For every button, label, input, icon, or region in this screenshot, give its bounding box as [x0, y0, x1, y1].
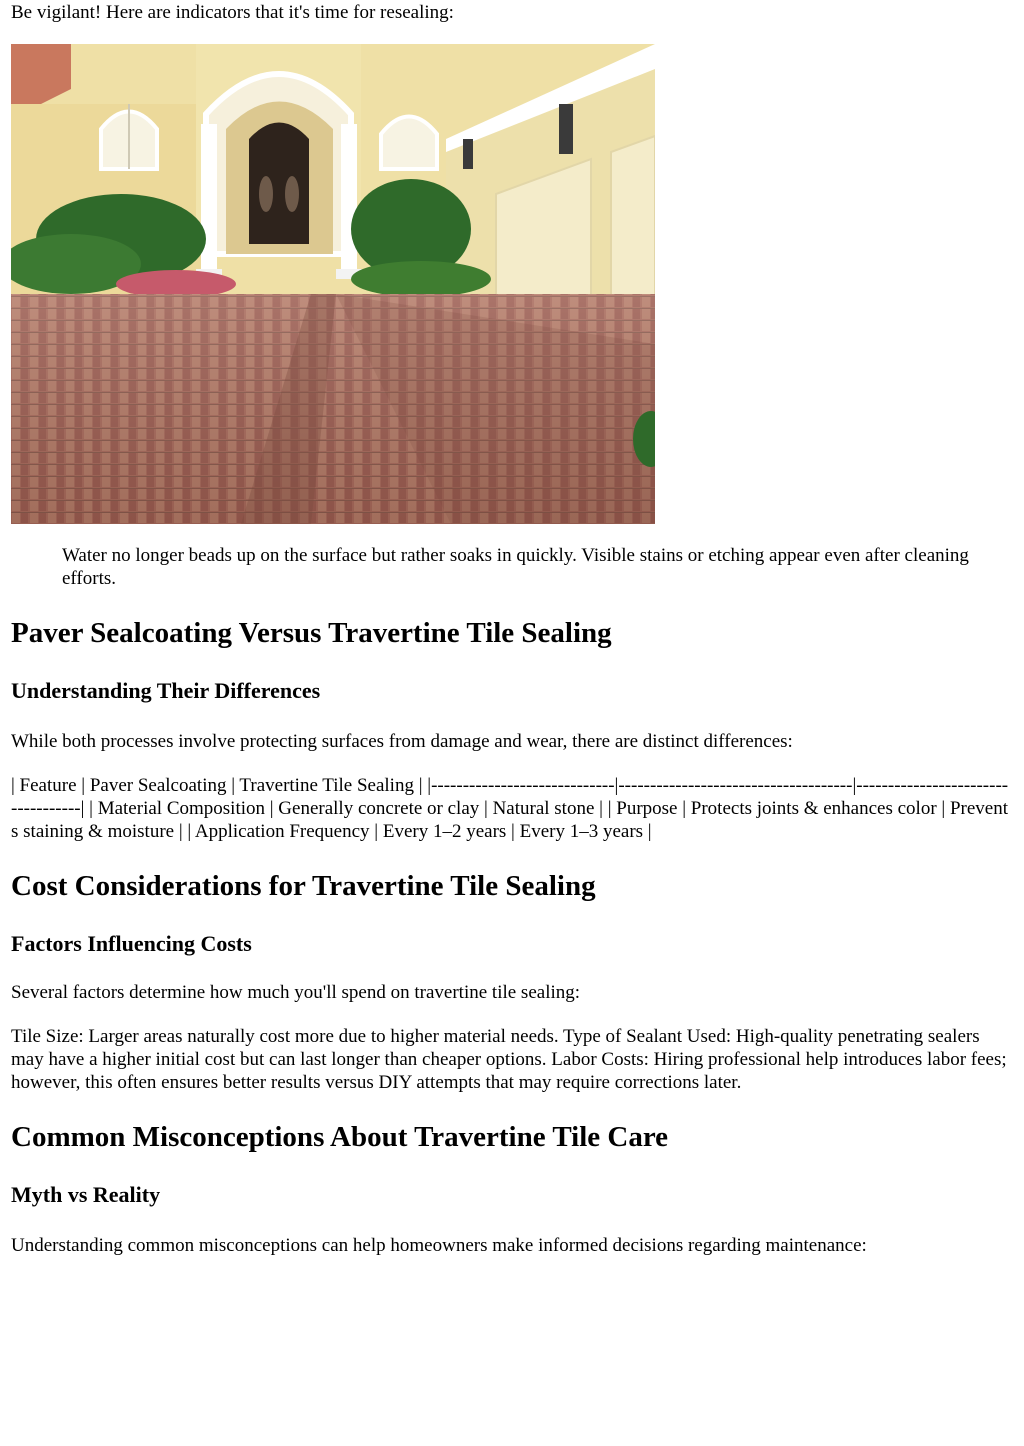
subheading-factors: Factors Influencing Costs — [11, 931, 252, 956]
cost-lead: Several factors determine how much you'll spend on travertine tile sealing: — [11, 982, 581, 1003]
section-heading-paver-vs-travertine: Paver Sealcoating Versus Travertine Tile Sealing — [11, 617, 612, 649]
comparison-table-text: | Feature | Paver Sealcoating | Travertine Tile Sealing | |-----------------------------|-------------------------------------|-----------------------------------| | Material Composition | Generally concrete or clay | Natural stone | | Purpose | Protects joints & enhances color | Prevents staining & moisture | | Application Frequency | Every 1–2 years | Every 1–3 years | — [11, 775, 1009, 842]
cost-body: Tile Size: Larger areas naturally cost more due to higher material needs. Type of Sealant Used: High-quality penetrating sealers may have a higher initial cost but can last longer than cheaper options. Labor Costs: Hiring professional help introduces labor fees; however, this often ensures better results versus DIY attempts that may require corrections later. — [11, 1026, 1007, 1093]
driveway-photo — [11, 44, 655, 524]
section-heading-misconceptions: Common Misconceptions About Travertine Tile Care — [11, 1121, 669, 1153]
intro-text: Be vigilant! Here are indicators that it's time for resealing: — [11, 2, 454, 23]
subheading-differences: Understanding Their Differences — [11, 678, 321, 703]
section-heading-cost: Cost Considerations for Travertine Tile Sealing — [11, 870, 596, 902]
subheading-myth-vs-reality: Myth vs Reality — [11, 1182, 161, 1207]
misconceptions-lead: Understanding common misconceptions can help homeowners make informed decisions regarding maintenance: — [11, 1235, 867, 1256]
differences-lead: While both processes involve protecting surfaces from damage and wear, there are distinct differences: — [11, 731, 793, 752]
blockquote-text: Water no longer beads up on the surface but rather soaks in quickly. Visible stains or etching appear even after cleaning efforts. — [62, 545, 969, 589]
